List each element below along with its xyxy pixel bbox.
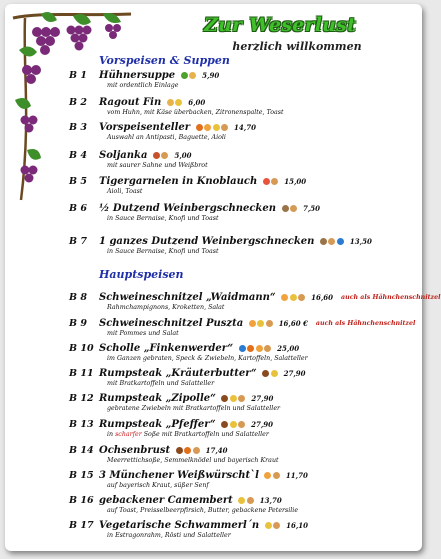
item-title-row [99,419,273,430]
allergen-icons [261,178,278,185]
item-code: B 8 [69,292,87,303]
meat-icon [153,152,160,159]
bread-icon [273,522,280,529]
item-price: 27,90 [283,369,306,378]
item-name: Rumpsteak „Zipolle“ [99,393,216,404]
water-icon [337,238,344,245]
item-name: Scholle „Finkenwerder“ [99,343,234,354]
allergen-icons [179,72,196,79]
item-name: Rumpsteak „Pfeffer“ [99,419,216,430]
allergen-icons [261,370,278,377]
cheese-icon [230,395,237,402]
item-name: Ochsenbrust [99,445,171,456]
allergen-icons [280,294,306,301]
menu-page [5,4,441,551]
item-code: B 2 [69,97,87,108]
item-description: mit Bratkartoffeln und Salatteller [107,380,215,387]
beef-icon [262,370,269,377]
allergen-icons [165,99,182,106]
item-description: Meerrettichsoße, Semmelknödel und bayerisch Kraut [107,457,279,464]
item-description: mit ordentlich Einlage [107,82,179,89]
item-title-row [99,203,320,214]
pork-icon [281,294,288,301]
item-code: B 4 [69,150,87,161]
item-name: Rumpsteak „Kräuterbutter“ [99,368,257,379]
allergen-icons [247,320,273,327]
item-title-row [99,520,308,531]
bread-icon [298,294,305,301]
item-title-row [99,70,219,81]
beef-icon [221,395,228,402]
item-title-row [99,292,441,303]
item-price: 17,40 [205,446,228,455]
cheese-icon [230,421,237,428]
allergen-icons [151,152,168,159]
item-code: B 14 [69,445,94,456]
item-description: Aioli, Toast [107,188,143,195]
item-description: in Sauce Bernaise, Knofi und Toast [107,248,219,255]
item-title-row [99,97,205,108]
pork-icon [204,124,211,131]
item-price: 7,50 [303,204,321,213]
item-description: gebratene Zwiebeln mit Bratkartoffeln und Salatteller [107,405,281,412]
item-name: 3 Münchener Weißwürscht`l [99,470,259,481]
item-price: 16,60 [311,293,334,302]
pork-icon [264,472,271,479]
item-name: 1 ganzes Dutzend Weinbergschnecken [99,236,315,247]
snail-icon [282,205,289,212]
item-title-row [99,368,306,379]
item-description [107,431,269,438]
item-title-row [99,343,299,354]
item-title-row [99,176,306,187]
bread-icon [238,421,245,428]
cheese-icon [213,124,220,131]
description-rest: Soße mit Bratkartoffeln und Salatteller [141,431,269,438]
snail-icon [320,238,327,245]
item-price: 16,10 [286,521,309,530]
item-code: B 16 [69,495,94,506]
item-title-row [99,393,273,404]
item-price: 27,90 [251,394,274,403]
item-price: 5,90 [202,71,220,80]
allergen-icons [263,522,280,529]
item-price: 6,00 [188,98,206,107]
item-price: 11,70 [285,471,308,480]
item-name: Hühnersuppe [99,70,176,81]
item-description: auf Toast, Preisselbeerpfirsich, Butter, gebackene Petersilie [107,507,299,514]
bread-icon [161,152,168,159]
section-heading-starters: Vorspeisen & Suppen [99,54,230,67]
item-description: vom Huhn, mit Käse überbacken, Zitronenspalte, Toast [107,109,284,116]
cheese-icon [265,522,272,529]
beef-icon [221,421,228,428]
bread-icon [328,238,335,245]
shrimp-icon [263,178,270,185]
item-description: Auswahl an Antipasti, Baguette, Aioli [107,134,226,141]
item-description: in Estragonrahm, Rösti und Salatteller [107,532,231,539]
item-description: im Ganzen gebraten, Speck & Zwiebeln, Kartoffeln, Salatteller [107,355,308,362]
item-price: 27,90 [251,420,274,429]
fish-icon [196,124,203,131]
item-description: auf bayerisch Kraut, süßer Senf [107,482,209,489]
cheese-icon [238,497,245,504]
item-note: auch als Hähnchenschnitzel [315,320,416,327]
chicken-icon [189,72,196,79]
welcome-text: herzlich willkommen [232,40,362,53]
item-code: B 12 [69,393,94,404]
item-code: B 6 [69,203,87,214]
bread-icon [264,345,271,352]
cheese-icon [271,370,278,377]
pork-icon [249,320,256,327]
item-code: B 5 [69,176,87,187]
cheese-icon [290,294,297,301]
allergen-icons [237,345,271,352]
allergen-icons [237,497,254,504]
item-title-row [99,445,228,456]
item-code: B 9 [69,318,87,329]
cheese-icon [257,320,264,327]
item-price: 5,00 [174,151,192,160]
water-icon [239,345,246,352]
veg-icon [181,72,188,79]
item-price: 14,70 [234,123,256,132]
item-code: B 3 [69,122,87,133]
item-title-row [99,122,256,133]
item-name: Ragout Fin [99,97,162,108]
item-description: mit saurer Sahne und Weißbrot [107,162,208,169]
item-code: B 13 [69,419,94,430]
item-title-row [99,150,192,161]
beef-icon [176,447,183,454]
allergen-icons [220,395,246,402]
allergen-icons [194,124,228,131]
allergen-icons [280,205,297,212]
allergen-icons [174,447,200,454]
item-name: Schweineschnitzel „Waidmann“ [99,292,276,303]
item-note: auch als Hähnchenschnitzel [341,294,441,301]
item-price: 16,60 € [278,319,308,328]
bread-icon [238,395,245,402]
bread-icon [193,447,200,454]
item-code: B 7 [69,236,87,247]
item-code: B 17 [69,520,94,531]
bread-icon [290,205,297,212]
description-prefix: in [107,431,116,438]
fish-icon [184,447,191,454]
item-name: Schweineschnitzel Puszta [99,318,244,329]
item-description: in Sauce Bernaise, Knofi und Toast [107,215,219,222]
allergen-icons [263,472,280,479]
item-description: Rahmchampignons, Kroketten, Salat [107,304,225,311]
pork-icon [256,345,263,352]
item-description: mit Pommes und Salat [107,330,179,337]
item-title-row [99,318,415,329]
bread-icon [247,497,254,504]
item-name: Soljanka [99,150,148,161]
item-price: 15,00 [284,177,307,186]
item-code: B 15 [69,470,94,481]
allergen-icons [220,421,246,428]
bread-icon [273,472,280,479]
chicken-icon [167,99,174,106]
item-title-row [99,236,372,247]
item-name: Vorspeisenteller [99,122,191,133]
allergen-icons [318,238,344,245]
item-price: 25,00 [277,344,300,353]
spicy-warning: scharfer [115,431,142,438]
item-title-row [99,495,282,506]
bread-icon [221,124,228,131]
item-price: 13,70 [259,496,282,505]
item-name: gebackener Camembert [99,495,233,506]
item-code: B 1 [69,70,87,81]
item-name: Vegetarische Schwammerl´n [99,520,260,531]
item-code: B 10 [69,343,94,354]
item-name: Tigergarnelen in Knoblauch [99,176,258,187]
cheese-icon [175,99,182,106]
item-name: ½ Dutzend Weinbergschnecken [99,203,276,214]
restaurant-title: Zur Weserlust [203,14,357,36]
bread-icon [271,178,278,185]
section-heading-mains: Hauptspeisen [99,268,184,281]
item-price: 13,50 [349,237,372,246]
fish-icon [247,345,254,352]
item-code: B 11 [69,368,94,379]
item-title-row [99,470,308,481]
bread-icon [266,320,273,327]
